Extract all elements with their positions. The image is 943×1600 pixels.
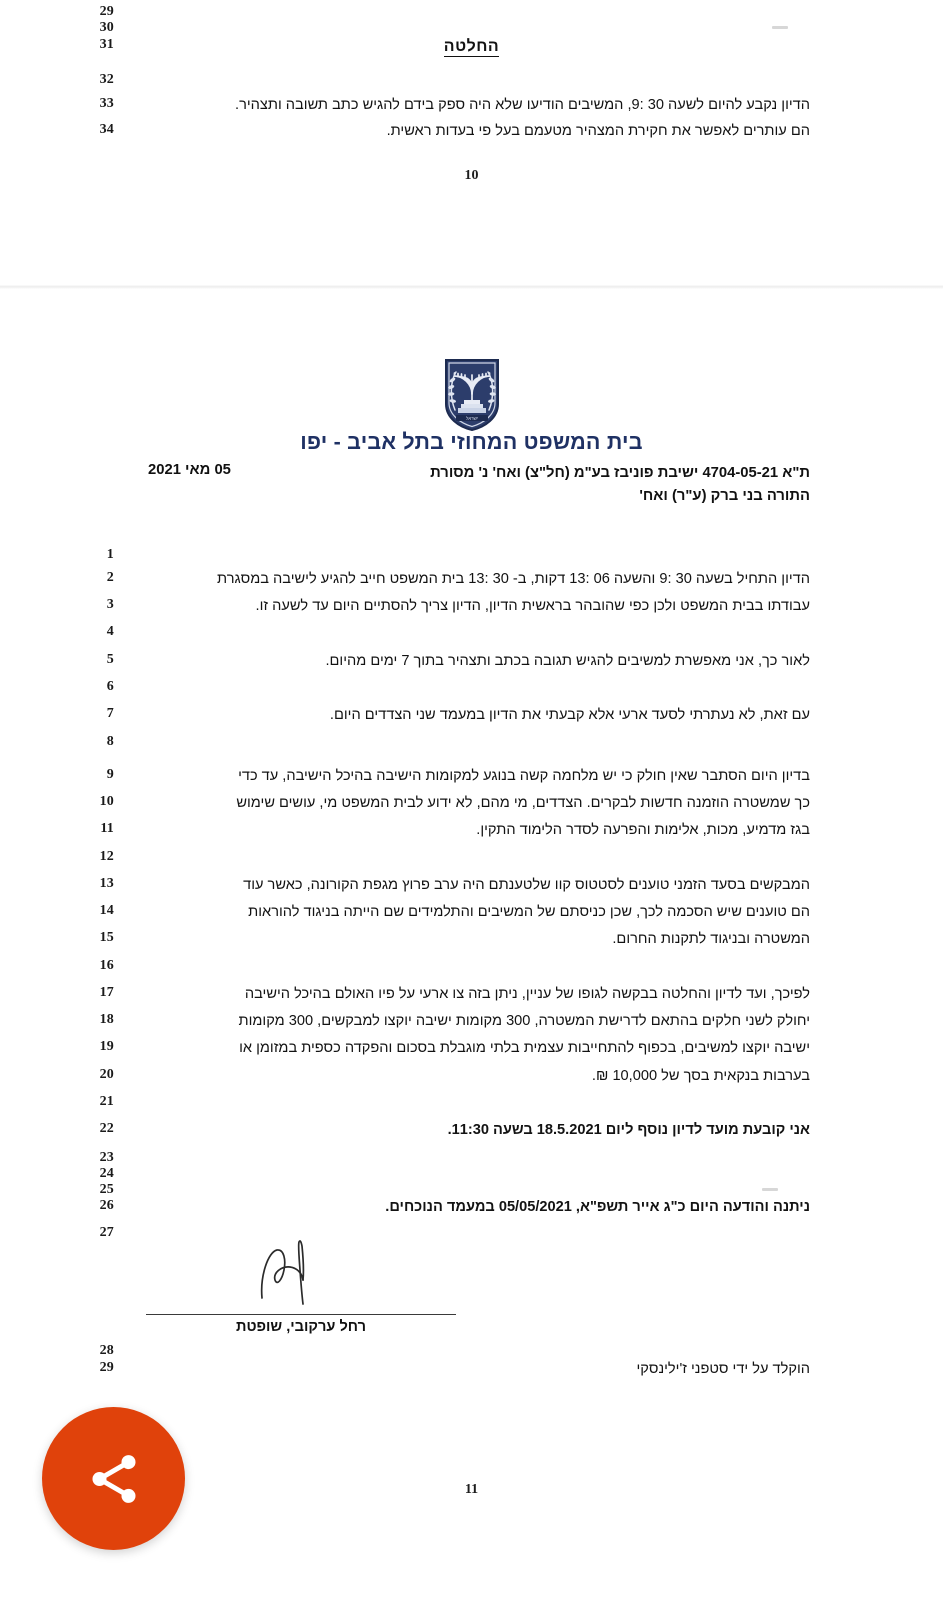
line-text: לאור כך, אני מאפשרת למשיבים להגיש תגובה בכתב ותצהיר בתוך 7 ימים מהיום. — [325, 653, 810, 669]
transcript-line — [0, 679, 943, 697]
transcript-line — [0, 1343, 943, 1361]
line-number: 5 — [106, 652, 114, 667]
line-number: 29 — [99, 4, 114, 19]
svg-text:ישראל: ישראל — [465, 416, 478, 421]
line-number: 23 — [99, 1150, 114, 1165]
line-number: 33 — [99, 96, 114, 111]
line-number: 22 — [99, 1121, 114, 1136]
line-text: המשטרה ובניגוד לתקנות החרום. — [612, 931, 810, 947]
case-caption — [290, 462, 810, 508]
line-number: 19 — [99, 1039, 114, 1054]
line-number: 10 — [99, 794, 114, 809]
case-caption-line-2: התורה בני ברק (ע"ר) ואח' — [639, 488, 810, 504]
line-text: הדיון נקבע להיום לשעה 30 :9, המשיבים הודיעו שלא היה ספק בידם להגיש כתב תשובה ותצהיר. — [235, 97, 810, 113]
court-title: בית המשפט המחוזי בתל אביב - יפו — [300, 430, 643, 454]
line-number: 3 — [106, 597, 114, 612]
line-number: 16 — [99, 958, 114, 973]
line-number: 17 — [99, 985, 114, 1000]
transcript-line — [0, 794, 943, 812]
line-text: כך שמשטרה הוזמנה חדשות לבקרים. הצדדים, מי מהם, לא ידוע לבית המשפט מי, עושים שימוש — [236, 795, 810, 811]
line-number: 14 — [99, 903, 114, 918]
line-text: עבודתו בבית המשפט ולכן כפי שהובהר בראשית הדיון, הדיון צריך להסתיים היום עד לשעה זו. — [255, 598, 810, 614]
line-number: 18 — [99, 1012, 114, 1027]
line-text: יחולק לשני חלקים בהתאם לדרישת המשטרה, 300 מקומות ישיבה יוקצו למבקשים, 300 מקומות — [238, 1013, 810, 1029]
line-number: 6 — [106, 679, 114, 694]
line-number: 7 — [106, 706, 114, 721]
line-text: בדיון היום הסתבר שאין חולק כי יש מלחמה קשה בנוגע למקומות הישיבה בהיכל הישיבה, עד כדי — [238, 768, 810, 784]
scan-artifact — [772, 26, 788, 29]
line-number: 20 — [99, 1067, 114, 1082]
judge-signature-mark — [248, 1236, 348, 1306]
decision-heading — [0, 38, 943, 56]
transcript-line — [0, 734, 943, 752]
transcript-line — [0, 985, 943, 1003]
line-number: 15 — [99, 930, 114, 945]
line-text: הם עותרים לאפשר את חקירת המצהיר מטעמם בעל פי בעדות ראשית. — [386, 123, 810, 139]
line-text: ישיבה יוקצו למשיבים, בכפוף להתחייבות עצמית בלתי מוגבלת בסכום והפקדה כספית במזומן או — [239, 1040, 810, 1056]
line-number: 11 — [100, 821, 114, 836]
decision-date: 05 מאי 2021 — [148, 462, 231, 478]
line-number: 27 — [99, 1225, 114, 1240]
line-number: 32 — [99, 72, 114, 87]
transcript-line — [0, 1039, 943, 1057]
transcript-line — [0, 547, 943, 565]
transcript-line — [0, 1121, 943, 1139]
transcript-line — [0, 958, 943, 976]
transcript-line — [0, 903, 943, 921]
line-text: הם טוענים שיש הסכמה לכך, שכן כניסתם של המשיבים והתלמידים שם הייתה בניגוד להוראות — [248, 904, 810, 920]
line-number: 1 — [106, 547, 114, 562]
transcript-line — [0, 1094, 943, 1112]
line-number: 28 — [99, 1343, 114, 1358]
line-text: הוקלד על ידי סטפני ז'ילינסקי — [636, 1361, 810, 1377]
transcript-line — [0, 821, 943, 839]
share-button[interactable] — [42, 1407, 185, 1550]
line-number: 9 — [106, 767, 114, 782]
line-number: 25 — [99, 1182, 114, 1197]
transcript-line — [0, 597, 943, 615]
line-text: ניתנה והודעה היום כ"ג אייר תשפ"א, 05/05/2021 במעמד הנוכחים. — [385, 1199, 810, 1215]
line-number: 29 — [99, 1360, 114, 1375]
line-number: 8 — [106, 734, 114, 749]
line-number: 34 — [99, 122, 114, 137]
document-page-10 — [0, 0, 943, 286]
line-number: 31 — [99, 37, 114, 52]
page-folio-11: 11 — [464, 1482, 479, 1497]
line-text: בערבות בנקאית בסך של 10,000 ₪. — [591, 1068, 810, 1084]
transcript-line — [0, 652, 943, 670]
line-text: לפיכך, ועד לדיון והחלטה בבקשה לגופו של עניין, ניתן בזה צו ארעי על פיו האולם בהיכל הישיבה — [244, 986, 810, 1002]
scan-artifact-lower — [762, 1188, 778, 1191]
page-folio-10: 10 — [464, 168, 479, 183]
transcript-line — [0, 930, 943, 948]
transcript-line — [0, 72, 943, 90]
case-caption-line-1: ת"א 4704-05-21 ישיבת פוניבז בע"מ (חל"צ) ואח' נ' מסורת — [430, 465, 810, 481]
transcript-line — [0, 20, 943, 38]
decision-heading-text: החלטה — [443, 38, 500, 55]
line-text: המבקשים בסעד הזמני טוענים לסטטוס קוו שלטענתם היה ערב פרוץ מגפת הקורונה, כאשר עוד — [243, 877, 810, 893]
transcript-line — [0, 96, 943, 114]
line-number: 4 — [106, 624, 114, 639]
transcript-line — [0, 624, 943, 642]
transcript-line — [0, 706, 943, 724]
transcript-line — [0, 570, 943, 588]
line-number: 12 — [99, 849, 114, 864]
line-number: 13 — [99, 876, 114, 891]
line-text: הדיון התחיל בשעה 30 :9 והשעה 06 :13 דקות, ב- 30 :13 בית המשפט חייב להגיע לישיבה במסגרת — [217, 571, 810, 587]
line-text: אני קובעת מועד לדיון נוסף ליום 18.5.2021 בשעה 11:30. — [447, 1122, 810, 1138]
transcript-line — [0, 876, 943, 894]
transcript-line — [0, 767, 943, 785]
transcript-line — [0, 1067, 943, 1085]
transcript-line — [0, 1012, 943, 1030]
emblem-container — [0, 358, 943, 437]
transcript-line — [0, 1360, 943, 1378]
share-icon — [85, 1450, 143, 1508]
line-number: 30 — [99, 20, 114, 35]
line-number: 26 — [99, 1198, 114, 1213]
line-number: 21 — [99, 1094, 114, 1109]
israel-state-emblem-icon — [443, 358, 501, 432]
transcript-line — [0, 1225, 943, 1243]
signature-rule — [146, 1314, 456, 1315]
line-number: 2 — [106, 570, 114, 585]
transcript-line — [0, 1198, 943, 1216]
transcript-line — [0, 849, 943, 867]
transcript-line — [0, 122, 943, 140]
line-number: 24 — [99, 1166, 114, 1181]
signature-name: רחל ערקובי, שופטת — [235, 1319, 366, 1335]
line-text: עם זאת, לא נעתרתי לסעד ארעי אלא קבעתי את הדיון במעמד שני הצדדים היום. — [329, 707, 810, 723]
line-text: בגז מדמיע, מכות, אלימות והפרעה לסדר הלימוד התקין. — [476, 822, 810, 838]
